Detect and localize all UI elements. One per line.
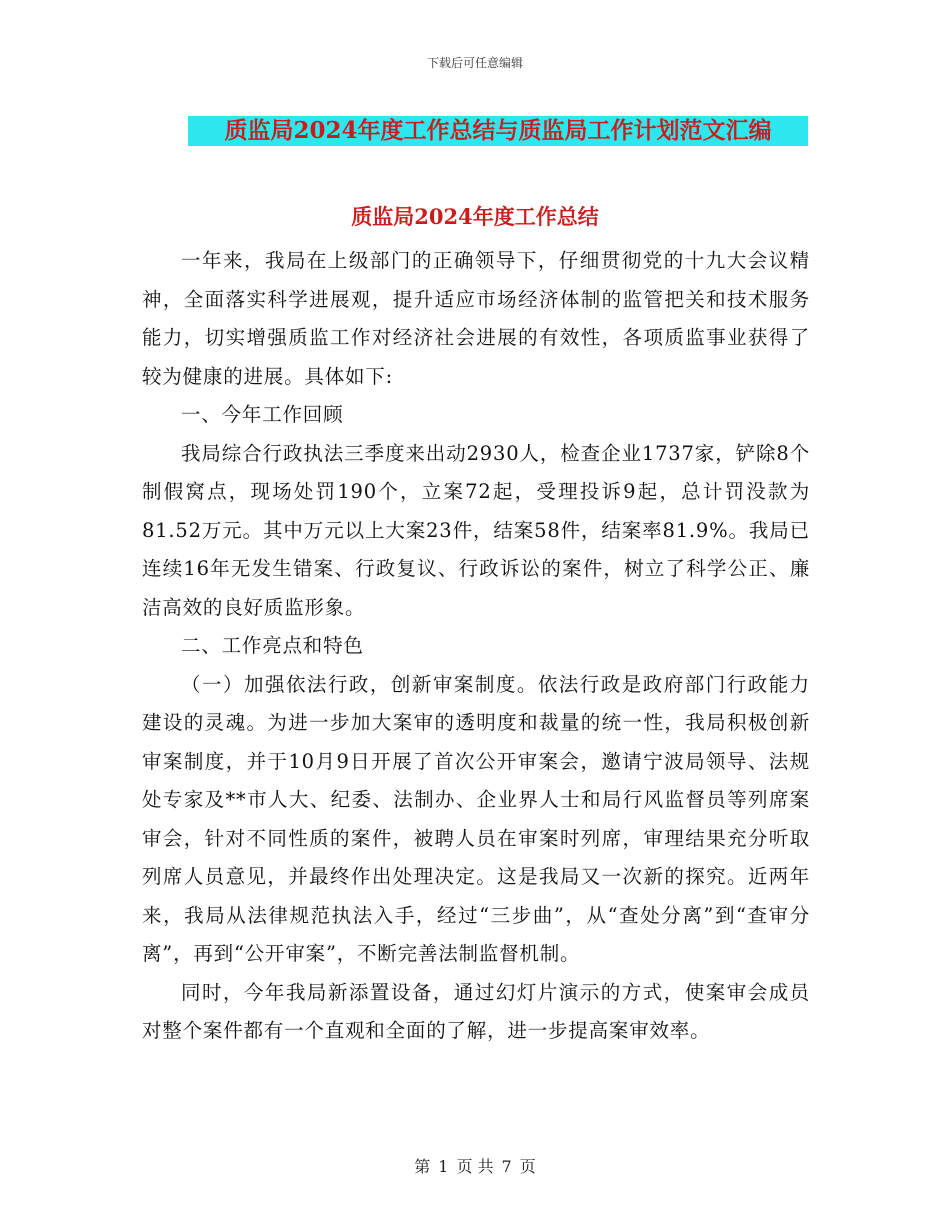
document-body — [142, 242, 810, 1051]
page-current: 1 — [438, 1157, 449, 1176]
page-label-prefix: 第 — [414, 1157, 431, 1176]
page-total: 7 — [501, 1157, 512, 1176]
paragraph-highlight-2: 同时，今年我局新添置设备，通过幻灯片演示的方式，使案审会成员对整个案件都有一个直观和全面的了解，进一步提高案审效率。 — [142, 980, 810, 1042]
document-main-title: 质监局2024年度工作总结与质监局工作计划范文汇编 — [188, 116, 808, 146]
paragraph-intro: 一年来，我局在上级部门的正确领导下，仔细贯彻党的十九大会议精神，全面落实科学进展观，提升适应市场经济体制的监管把关和技术服务能力，切实增强质监工作对经济社会进展的有效性，各项质监事业获得了较为健康的进展。具体如下: — [142, 249, 810, 388]
page-footer — [0, 1154, 950, 1177]
heading-review: 一、今年工作回顾 — [181, 403, 344, 426]
header-note: 下载后可任意编辑 — [426, 56, 523, 70]
page-label-suffix: 页 — [519, 1157, 536, 1176]
paragraph-review: 我局综合行政执法三季度来出动2930人，检查企业1737家，铲除8个制假窝点，现场处罚190个，立案72起，受理投诉9起，总计罚没款为81.52万元。其中万元以上大案23件，结案58件，结案率81.9%。我局已连续16年无发生错案、行政复议、行政诉讼的案件，树立了科学公正、廉洁高效的良好质监形象。 — [142, 441, 810, 619]
heading-highlights: 二、工作亮点和特色 — [181, 634, 364, 657]
section-title: 质监局2024年度工作总结 — [351, 204, 599, 229]
page-label-mid: 页 共 — [456, 1157, 494, 1176]
paragraph-highlight-1: （一）加强依法行政，创新审案制度。依法行政是政府部门行政能力建设的灵魂。为进一步加大案审的透明度和裁量的统一性，我局积极创新审案制度，并于10月9日开展了首次公开审案会，邀请宁波局领导、法规处专家及**市人大、纪委、法制办、企业界人士和局行风监督员等列席案审会，针对不同性质的案件，被聘人员在审案时列席，审理结果充分听取列席人员意见，并最终作出处理决定。这是我局又一次新的探究。近两年来，我局从法律规范执法入手，经过“三步曲”，从“查处分离”到“查审分离”，再到“公开审案”，不断完善法制监督机制。 — [142, 672, 810, 965]
